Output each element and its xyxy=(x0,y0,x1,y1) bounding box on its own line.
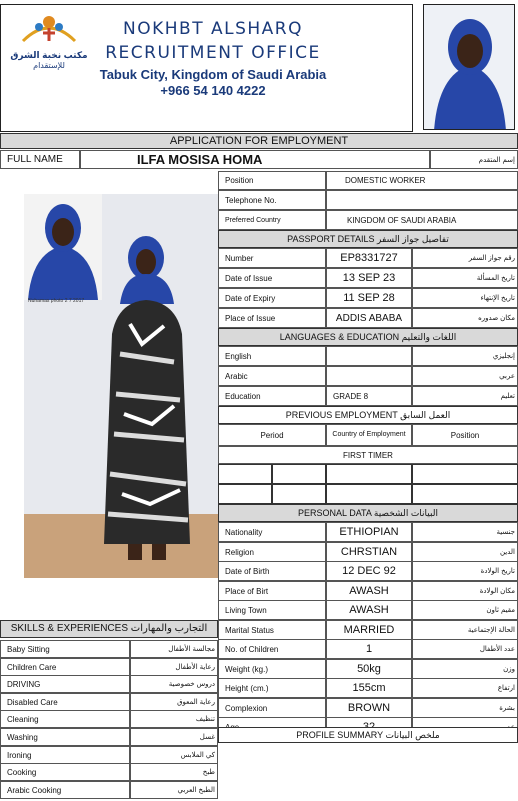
skill-label: Washing xyxy=(0,728,130,746)
personal-label: Complexion xyxy=(218,698,326,718)
personal-label: Date of Birth xyxy=(218,561,326,581)
personal-arabic: مقيم ثاون xyxy=(412,600,518,620)
country-of-employment-header: Country of Employment xyxy=(326,424,412,446)
telephone-label: Telephone No. xyxy=(218,190,326,210)
preferred-country-value: KINGDOM OF SAUDI ARABIA xyxy=(326,210,518,230)
employment-empty-cell xyxy=(272,484,326,504)
personal-value: 155cm xyxy=(326,678,412,698)
personal-arabic: عدد الأطفال xyxy=(412,639,518,659)
personal-arabic: مكان الولادة xyxy=(412,581,518,601)
personal-value: ETHIOPIAN xyxy=(326,522,412,542)
photo-caption: Nuhamas photo 2 7 2017 xyxy=(28,298,85,304)
personal-label: Nationality xyxy=(218,522,326,542)
skill-arabic: تنظيف xyxy=(130,710,218,728)
skill-label: Cleaning xyxy=(0,710,130,728)
personal-value: AWASH xyxy=(326,600,412,620)
logo-arabic-line2: للإستقدام xyxy=(33,61,65,70)
skill-label: Baby Sitting xyxy=(0,640,130,658)
skill-label: Ironing xyxy=(0,746,130,764)
full-name-value: ILFA MOSISA HOMA xyxy=(80,150,430,169)
skill-arabic: دروس خصوصية xyxy=(130,675,218,693)
first-timer-row: FIRST TIMER xyxy=(218,446,518,464)
position-value: DOMESTIC WORKER xyxy=(326,171,518,190)
skill-label: DRIVING xyxy=(0,675,130,693)
personal-value: AWASH xyxy=(326,581,412,601)
education-value: GRADE 8 xyxy=(326,386,412,406)
period-header: Period xyxy=(218,424,326,446)
arabic-value xyxy=(326,366,412,386)
arabic-label: Arabic xyxy=(218,366,326,386)
employment-empty-cell xyxy=(326,464,412,484)
preferred-country-label: Preferred Country xyxy=(218,210,326,230)
date-of-expiry-value: 11 SEP 28 xyxy=(326,288,412,308)
position-label: Position xyxy=(218,171,326,190)
personal-value: 50kg xyxy=(326,659,412,679)
employment-empty-cell xyxy=(412,484,518,504)
personal-label: Place of Birt xyxy=(218,581,326,601)
telephone-value xyxy=(326,190,518,210)
arabic-arabic: عربي xyxy=(412,366,518,386)
logo-figure-icon xyxy=(9,13,89,45)
date-of-issue-value: 13 SEP 23 xyxy=(326,268,412,288)
personal-arabic: جنسية xyxy=(412,522,518,542)
position-header: Position xyxy=(412,424,518,446)
skill-label: Children Care xyxy=(0,658,130,676)
full-body-photo xyxy=(24,194,218,578)
personal-data-title: PERSONAL DATA البيانات الشخصية xyxy=(218,504,518,522)
employment-empty-cell xyxy=(218,484,272,504)
employment-empty-cell xyxy=(272,464,326,484)
place-of-issue-arabic: مكان صدوره xyxy=(412,308,518,328)
personal-arabic: تاريخ الولادة xyxy=(412,561,518,581)
date-of-expiry-arabic: تاريخ الإنتهاء xyxy=(412,288,518,308)
passport-section-title: PASSPORT DETAILS تفاصيل جواز السفر xyxy=(218,230,518,248)
company-logo xyxy=(9,13,89,71)
portrait-photo xyxy=(423,4,515,130)
employment-empty-cell xyxy=(326,484,412,504)
passport-number-arabic: رقم جواز السفر xyxy=(412,248,518,268)
place-of-issue-value: ADDIS ABABA xyxy=(326,308,412,328)
english-value xyxy=(326,346,412,366)
logo-arabic-line1: مكتب نخبة الشرق xyxy=(10,50,88,60)
personal-value: 12 DEC 92 xyxy=(326,561,412,581)
city-line: Tabuk City, Kingdom of Saudi Arabia xyxy=(99,67,327,82)
skill-arabic: الطبخ العربي xyxy=(130,781,218,799)
profile-summary-title: PROFILE SUMMARY ملخص البيانات xyxy=(218,727,518,743)
personal-label: Religion xyxy=(218,542,326,562)
skill-arabic: رعاية الأطفال xyxy=(130,658,218,676)
personal-arabic: الحالة الإجتماعية xyxy=(412,620,518,640)
company-name: NOKHBT ALSHARQ xyxy=(123,19,303,39)
skill-label: Cooking xyxy=(0,763,130,781)
phone-line: +966 54 140 4222 xyxy=(160,83,266,98)
employment-empty-cell xyxy=(218,464,272,484)
skill-arabic: كي الملابس xyxy=(130,746,218,764)
header xyxy=(0,4,413,132)
personal-arabic: بشرة xyxy=(412,698,518,718)
personal-label: Weight (kg.) xyxy=(218,659,326,679)
personal-label: Height (cm.) xyxy=(218,678,326,698)
skill-label: Arabic Cooking xyxy=(0,781,130,799)
personal-value: BROWN xyxy=(326,698,412,718)
personal-arabic: ارتفاع xyxy=(412,678,518,698)
english-arabic: إنجليزي xyxy=(412,346,518,366)
personal-value: MARRIED xyxy=(326,620,412,640)
education-arabic: تعليم xyxy=(412,386,518,406)
personal-label: No. of Children xyxy=(218,639,326,659)
skill-arabic: غسل xyxy=(130,728,218,746)
full-name-arabic: إسم المتقدم xyxy=(430,150,518,169)
skill-arabic: رعاية المعوق xyxy=(130,693,218,711)
personal-label: Living Town xyxy=(218,600,326,620)
personal-arabic: وزن xyxy=(412,659,518,679)
skills-section-title: SKILLS & EXPERIENCES التجارب والمهارات xyxy=(0,620,218,638)
place-of-issue-label: Place of Issue xyxy=(218,308,326,328)
passport-number-label: Number xyxy=(218,248,326,268)
employment-empty-cell xyxy=(412,464,518,484)
education-label: Education xyxy=(218,386,326,406)
skill-label: Disabled Care xyxy=(0,693,130,711)
previous-employment-title: PREVIOUS EMPLOYMENT العمل السابق xyxy=(218,406,518,424)
full-name-label: FULL NAME xyxy=(0,150,80,169)
date-of-issue-label: Date of Issue xyxy=(218,268,326,288)
personal-label: Marital Status xyxy=(218,620,326,640)
date-of-issue-arabic: تاريخ المسألة xyxy=(412,268,518,288)
date-of-expiry-label: Date of Expiry xyxy=(218,288,326,308)
personal-value: CHRSTIAN xyxy=(326,542,412,562)
languages-section-title: LANGUAGES & EDUCATION اللغات والتعليم xyxy=(218,328,518,346)
skill-arabic: مجالسة الأطفال xyxy=(130,640,218,658)
passport-number-value: EP8331727 xyxy=(326,248,412,268)
office-name: RECRUITMENT OFFICE xyxy=(105,43,321,63)
english-label: English xyxy=(218,346,326,366)
application-title: APPLICATION FOR EMPLOYMENT xyxy=(0,133,518,149)
personal-value: 1 xyxy=(326,639,412,659)
personal-arabic: الدين xyxy=(412,542,518,562)
skill-arabic: طبخ xyxy=(130,763,218,781)
